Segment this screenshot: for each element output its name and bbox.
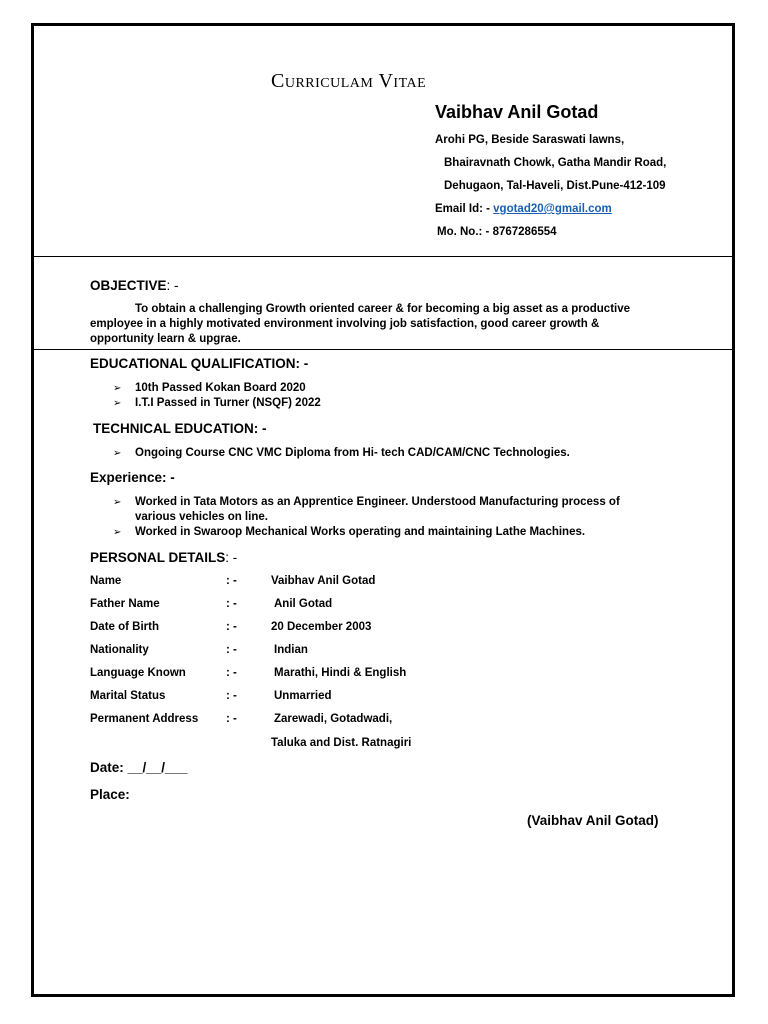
objective-heading-text: OBJECTIVE	[90, 278, 167, 293]
email-link[interactable]: vgotad20@gmail.com	[493, 203, 612, 215]
row-colon: : -	[226, 621, 237, 633]
mobile-line: Mo. No.: - 8767286554	[437, 226, 557, 238]
row-colon: : -	[226, 713, 237, 725]
education-heading: EDUCATIONAL QUALIFICATION: -	[90, 356, 309, 371]
experience-list	[113, 495, 653, 540]
place-field: Place:	[90, 787, 130, 802]
technical-heading: TECHNICAL EDUCATION: -	[93, 421, 267, 436]
row-value: Indian	[274, 644, 308, 656]
row-value: Anil Gotad	[274, 598, 333, 610]
experience-item-text: Worked in Tata Motors as an Apprentice Engineer. Understood Manufacturing process of various vehicles on line.	[135, 496, 620, 523]
objective-divider	[33, 349, 733, 350]
address-line-1: Arohi PG, Beside Saraswati lawns,	[435, 134, 625, 146]
row-colon: : -	[226, 598, 237, 610]
experience-item-text: Worked in Swaroop Mechanical Works operating and maintaining Lathe Machines.	[135, 526, 586, 538]
header-divider	[33, 256, 733, 257]
arrowhead-bullet-icon: ➢	[113, 497, 122, 508]
date-field: Date: __/__/___	[90, 760, 188, 775]
education-item-text: 10th Passed Kokan Board 2020	[135, 382, 306, 394]
objective-heading-suffix: : -	[166, 278, 179, 293]
arrowhead-bullet-icon: ➢	[113, 527, 122, 538]
list-item	[113, 446, 673, 461]
row-label: Date of Birth	[90, 621, 159, 633]
row-value: Zarewadi, Gotadwadi,	[274, 713, 393, 725]
list-item	[113, 525, 653, 540]
arrowhead-bullet-icon: ➢	[113, 398, 122, 409]
objective-paragraph: To obtain a challenging Growth oriented career & for becoming a big asset as a productive employee in a highly motivated environment involving job satisfaction, good career growth & opportunity learn & upgrae.	[90, 303, 631, 345]
education-list	[113, 381, 673, 411]
address-line-3: Dehugaon, Tal-Haveli, Dist.Pune-412-109	[444, 180, 666, 192]
technical-item-text: Ongoing Course CNC VMC Diploma from Hi- tech CAD/CAM/CNC Technologies.	[135, 447, 570, 459]
email-label: Email Id: -	[435, 203, 494, 215]
row-colon: : -	[226, 690, 237, 702]
list-item	[113, 396, 673, 411]
experience-heading: Experience: -	[90, 470, 175, 485]
row-colon: : -	[226, 575, 237, 587]
row-label: Father Name	[90, 598, 160, 610]
row-value: Vaibhav Anil Gotad	[271, 575, 376, 587]
technical-list	[113, 446, 673, 461]
row-label: Language Known	[90, 667, 186, 679]
row-label: Nationality	[90, 644, 149, 656]
row-colon: : -	[226, 644, 237, 656]
address-line-2: Bhairavnath Chowk, Gatha Mandir Road,	[444, 157, 667, 169]
personal-heading-text: PERSONAL DETAILS	[90, 550, 226, 565]
list-item	[113, 495, 653, 525]
arrowhead-bullet-icon: ➢	[113, 448, 122, 459]
objective-text	[90, 302, 660, 347]
personal-heading-suffix: : -	[225, 550, 238, 565]
row-label: Marital Status	[90, 690, 166, 702]
list-item	[113, 381, 673, 396]
cv-title: Curriculam Vitae	[271, 70, 427, 92]
education-item-text: I.T.I Passed in Turner (NSQF) 2022	[135, 397, 321, 409]
candidate-name: Vaibhav Anil Gotad	[435, 102, 599, 122]
objective-heading	[90, 278, 179, 293]
row-value: 20 December 2003	[271, 621, 372, 633]
row-label: Name	[90, 575, 122, 587]
personal-heading	[90, 550, 237, 565]
row-value: Marathi, Hindi & English	[274, 667, 407, 679]
row-colon: : -	[226, 667, 237, 679]
permanent-address-line-2: Taluka and Dist. Ratnagiri	[271, 737, 412, 749]
signature-name: (Vaibhav Anil Gotad)	[527, 813, 659, 828]
email-line	[435, 203, 612, 215]
row-label: Permanent Address	[90, 713, 199, 725]
arrowhead-bullet-icon: ➢	[113, 383, 122, 394]
row-value: Unmarried	[274, 690, 332, 702]
